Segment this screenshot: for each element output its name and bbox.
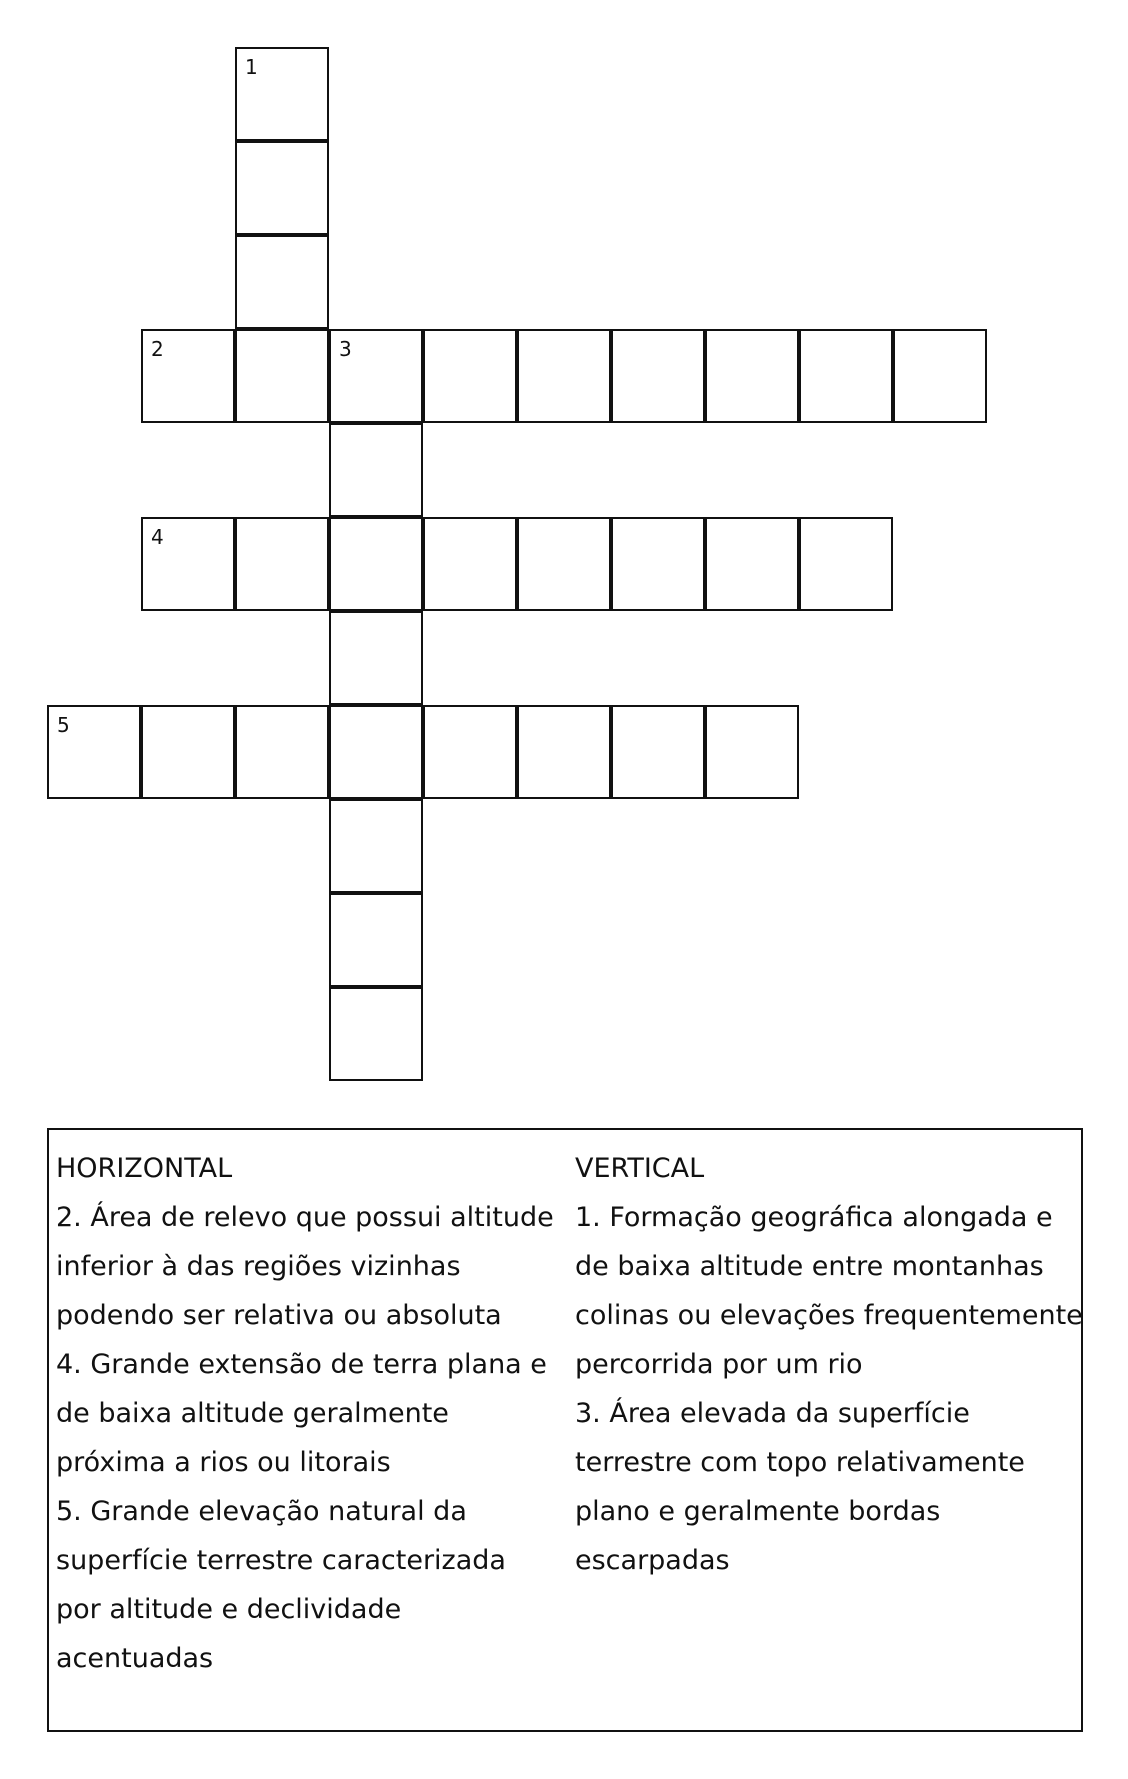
clue-number: 3 (339, 337, 352, 361)
crossword-cell[interactable] (47, 705, 141, 799)
clue-line: superfície terrestre caracterizada (56, 1545, 506, 1576)
clue-number: 2 (151, 337, 164, 361)
clue-line: de baixa altitude geralmente (56, 1398, 449, 1429)
clue-line: 5. Grande elevação natural da (56, 1496, 467, 1527)
clue-line: percorrida por um rio (575, 1349, 863, 1380)
clue-line: escarpadas (575, 1545, 730, 1576)
clue-line: 3. Área elevada da superfície (575, 1398, 970, 1429)
crossword-cell[interactable] (235, 517, 329, 611)
clue-number: 5 (57, 713, 70, 737)
crossword-cell[interactable] (799, 329, 893, 423)
crossword-cell[interactable] (517, 329, 611, 423)
crossword-cell[interactable] (517, 705, 611, 799)
crossword-cell[interactable] (611, 705, 705, 799)
crossword-cell[interactable] (141, 705, 235, 799)
clues-box (47, 1128, 1083, 1732)
clue-line: 1. Formação geográfica alongada e (575, 1202, 1053, 1233)
clue-line: terrestre com topo relativamente (575, 1447, 1025, 1478)
crossword-cell[interactable] (329, 329, 423, 423)
clue-line: podendo ser relativa ou absoluta (56, 1300, 502, 1331)
crossword-cell[interactable] (611, 329, 705, 423)
crossword-cell[interactable] (235, 141, 329, 235)
clue-line: inferior à das regiões vizinhas (56, 1251, 461, 1282)
crossword-cell[interactable] (235, 329, 329, 423)
clue-line: 2. Área de relevo que possui altitude (56, 1202, 554, 1233)
crossword-cell[interactable] (329, 611, 423, 705)
crossword-cell[interactable] (705, 329, 799, 423)
crossword-cell[interactable] (329, 799, 423, 893)
crossword-cell[interactable] (141, 517, 235, 611)
clue-line: plano e geralmente bordas (575, 1496, 941, 1527)
crossword-cell[interactable] (235, 47, 329, 141)
clue-line: por altitude e declividade (56, 1594, 402, 1625)
crossword-cell[interactable] (235, 235, 329, 329)
crossword-cell[interactable] (423, 705, 517, 799)
crossword-cell[interactable] (329, 517, 423, 611)
clue-number: 1 (245, 55, 258, 79)
crossword-cell[interactable] (329, 423, 423, 517)
crossword-cell[interactable] (141, 329, 235, 423)
crossword-cell[interactable] (611, 517, 705, 611)
horizontal-clues (56, 1144, 554, 1683)
crossword-cell[interactable] (235, 705, 329, 799)
crossword-cell[interactable] (329, 705, 423, 799)
crossword-cell[interactable] (893, 329, 987, 423)
crossword-cell[interactable] (705, 705, 799, 799)
crossword-cell[interactable] (423, 329, 517, 423)
crossword-cell[interactable] (423, 517, 517, 611)
crossword-cell[interactable] (329, 987, 423, 1081)
vertical-heading: VERTICAL (575, 1153, 705, 1184)
clue-line: próxima a rios ou litorais (56, 1447, 391, 1478)
crossword-cell[interactable] (329, 893, 423, 987)
clue-line: colinas ou elevações frequentemente (575, 1300, 1083, 1331)
clue-number: 4 (151, 525, 164, 549)
clue-line: de baixa altitude entre montanhas (575, 1251, 1044, 1282)
vertical-clues (575, 1144, 1083, 1585)
crossword-cell[interactable] (799, 517, 893, 611)
horizontal-heading: HORIZONTAL (56, 1153, 233, 1184)
clue-line: acentuadas (56, 1643, 214, 1674)
crossword-cell[interactable] (517, 517, 611, 611)
crossword-cell[interactable] (705, 517, 799, 611)
clue-line: 4. Grande extensão de terra plana e (56, 1349, 547, 1380)
